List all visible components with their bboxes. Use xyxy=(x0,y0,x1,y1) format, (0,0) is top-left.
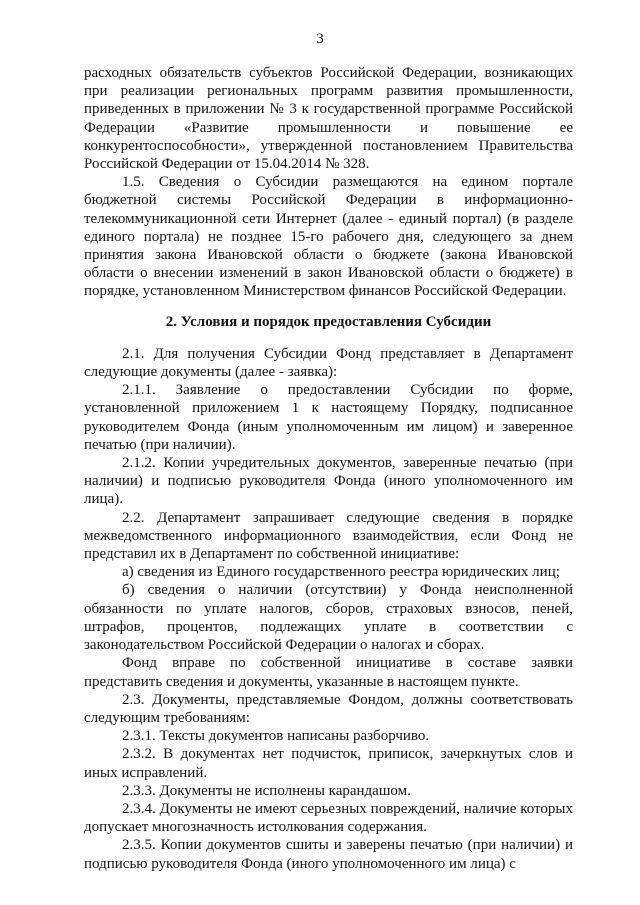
document-body xyxy=(84,64,573,873)
page-number: 3 xyxy=(316,31,324,47)
paragraph-clause-2-1-2: 2.1.2. Копии учредительных документов, заверенные печатью (при наличии) и подписью руководителя Фонда (иного уполномоченного им лица). xyxy=(84,455,573,508)
paragraph-clause-2-1-1: 2.1.1. Заявление о предоставлении Субсидии по форме, установленной приложением 1 к настоящему Порядку, подписанное руководителем Фонда (иным уполномоченным им лицом) и заверенное печатью (при наличии). xyxy=(84,382,573,453)
paragraph-clause-2-3-1: 2.3.1. Тексты документов написаны разборчиво. xyxy=(122,728,430,745)
paragraph-clause-2-2-note: Фонд вправе по собственной инициативе в составе заявки представить сведения и документы, указанные в настоящем пункте. xyxy=(84,655,573,690)
paragraph-continuation: расходных обязательств субъектов Российской Федерации, возникающих при реализации региональных программ развития промышленности, приведенных в приложении № 3 к государственной программе Российской Федерации «Развитие промышленности и повышение ее конкурентоспособности», утвержденной постановлением Правительства Российской Федерации от 15.04.2014 № 328. xyxy=(84,65,573,173)
paragraph-clause-2-2-a: а) сведения из Единого государственного реестра юридических лиц; xyxy=(122,564,560,581)
paragraph-clause-2-3-3: 2.3.3. Документы не исполнены карандашом. xyxy=(122,782,411,799)
paragraph-clause-2-3-5-partial: 2.3.5. Копии документов сшиты и заверены печатью (при наличии) и подписью руководителя Фонда (иного уполномоченного им лица) с xyxy=(84,837,573,872)
paragraph-clause-2-3: 2.3. Документы, представляемые Фондом, должны соответствовать следующим требованиям: xyxy=(84,691,573,726)
paragraph-clause-2-2-b: б) сведения о наличии (отсутствии) у Фонда неисполненной обязанности по уплате налогов, сборов, страховых взносов, пеней, штрафов, процентов, подлежащих уплате в соответствии с законодательством Российской Федерации о налогах и сборах. xyxy=(84,582,573,654)
paragraph-clause-2-3-2: 2.3.2. В документах нет подчисток, приписок, зачеркнутых слов и иных исправлений. xyxy=(84,746,573,781)
paragraph-clause-2-2: 2.2. Департамент запрашивает следующие сведения в порядке межведомственного информационного взаимодействия, если Фонд не представил их в Департамент по собственной инициативе: xyxy=(84,509,573,563)
paragraph-clause-2-1: 2.1. Для получения Субсидии Фонд представляет в Департамент следующие документы (далее - заявка): xyxy=(84,345,573,381)
paragraph-clause-2-3-4: 2.3.4. Документы не имеют серьезных повреждений, наличие которых допускает многозначность истолкования содержания. xyxy=(84,800,573,836)
paragraph-clause-1-5: 1.5. Сведения о Субсидии размещаются на едином портале бюджетной системы Российской Федерации в информационно-телекоммуникационной сети Интернет (далее - единый портал) (в разделе единого портала) не позднее 15-го рабочего дня, следующего за днем принятия закона Ивановской области о бюджете (закона Ивановской области о внесении изменений в закон Ивановской области о бюджете) в порядке, установленном Министерством финансов Российской Федерации. xyxy=(84,174,573,300)
section-heading: 2. Условия и порядок предоставления Субсидии xyxy=(165,313,492,330)
